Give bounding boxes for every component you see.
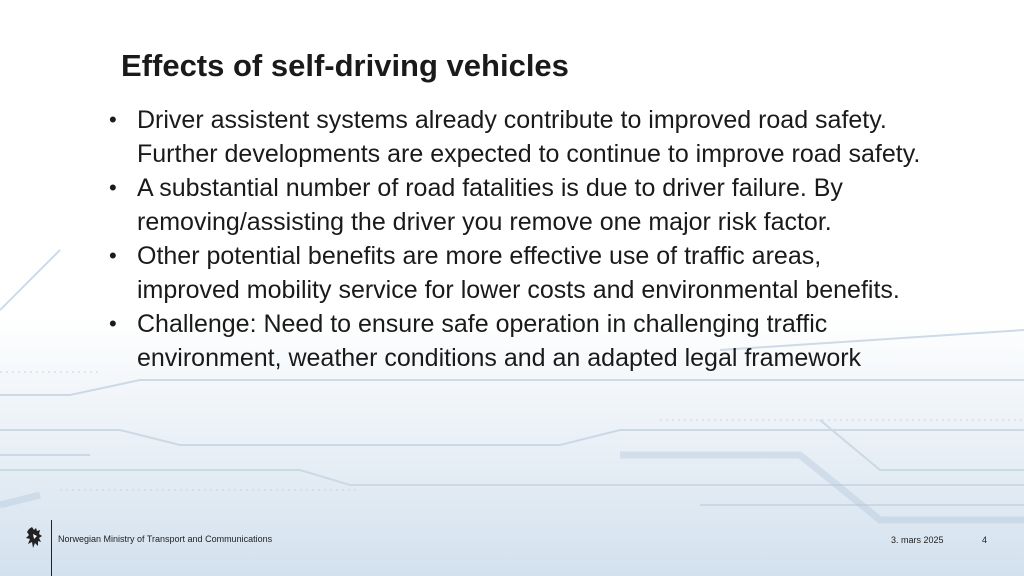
bullet-dot-icon: • bbox=[109, 175, 117, 200]
bullet-dot-icon: • bbox=[109, 107, 117, 132]
footer-divider bbox=[51, 520, 52, 576]
page-number: 4 bbox=[982, 535, 988, 545]
bullet-text: Driver assistent systems already contribute to improved road safety. Further developments are expected to continue to improve road safety. bbox=[137, 106, 921, 168]
bullet-text: A substantial number of road fatalities is due to driver failure. By removing/assisting the driver you remove one major risk factor. bbox=[137, 174, 843, 236]
bullet-text: Challenge: Need to ensure safe operation in challenging traffic environment, weather conditions and an adapted legal framework bbox=[137, 310, 862, 372]
bullet-item bbox=[108, 307, 928, 375]
bullet-item bbox=[108, 103, 928, 171]
bullet-item bbox=[108, 239, 928, 307]
bullet-dot-icon: • bbox=[109, 243, 117, 268]
bullet-dot-icon: • bbox=[109, 311, 117, 336]
norwegian-coat-of-arms-lion-icon bbox=[25, 526, 45, 550]
bullet-list bbox=[108, 103, 928, 375]
slide-title: Effects of self-driving vehicles bbox=[121, 48, 569, 83]
footer-organization: Norwegian Ministry of Transport and Communications bbox=[58, 534, 273, 544]
footer-date: 3. mars 2025 bbox=[891, 535, 944, 545]
bullet-text: Other potential benefits are more effective use of traffic areas, improved mobility service for lower costs and environmental benefits. bbox=[137, 242, 900, 304]
bullet-item bbox=[108, 171, 928, 239]
